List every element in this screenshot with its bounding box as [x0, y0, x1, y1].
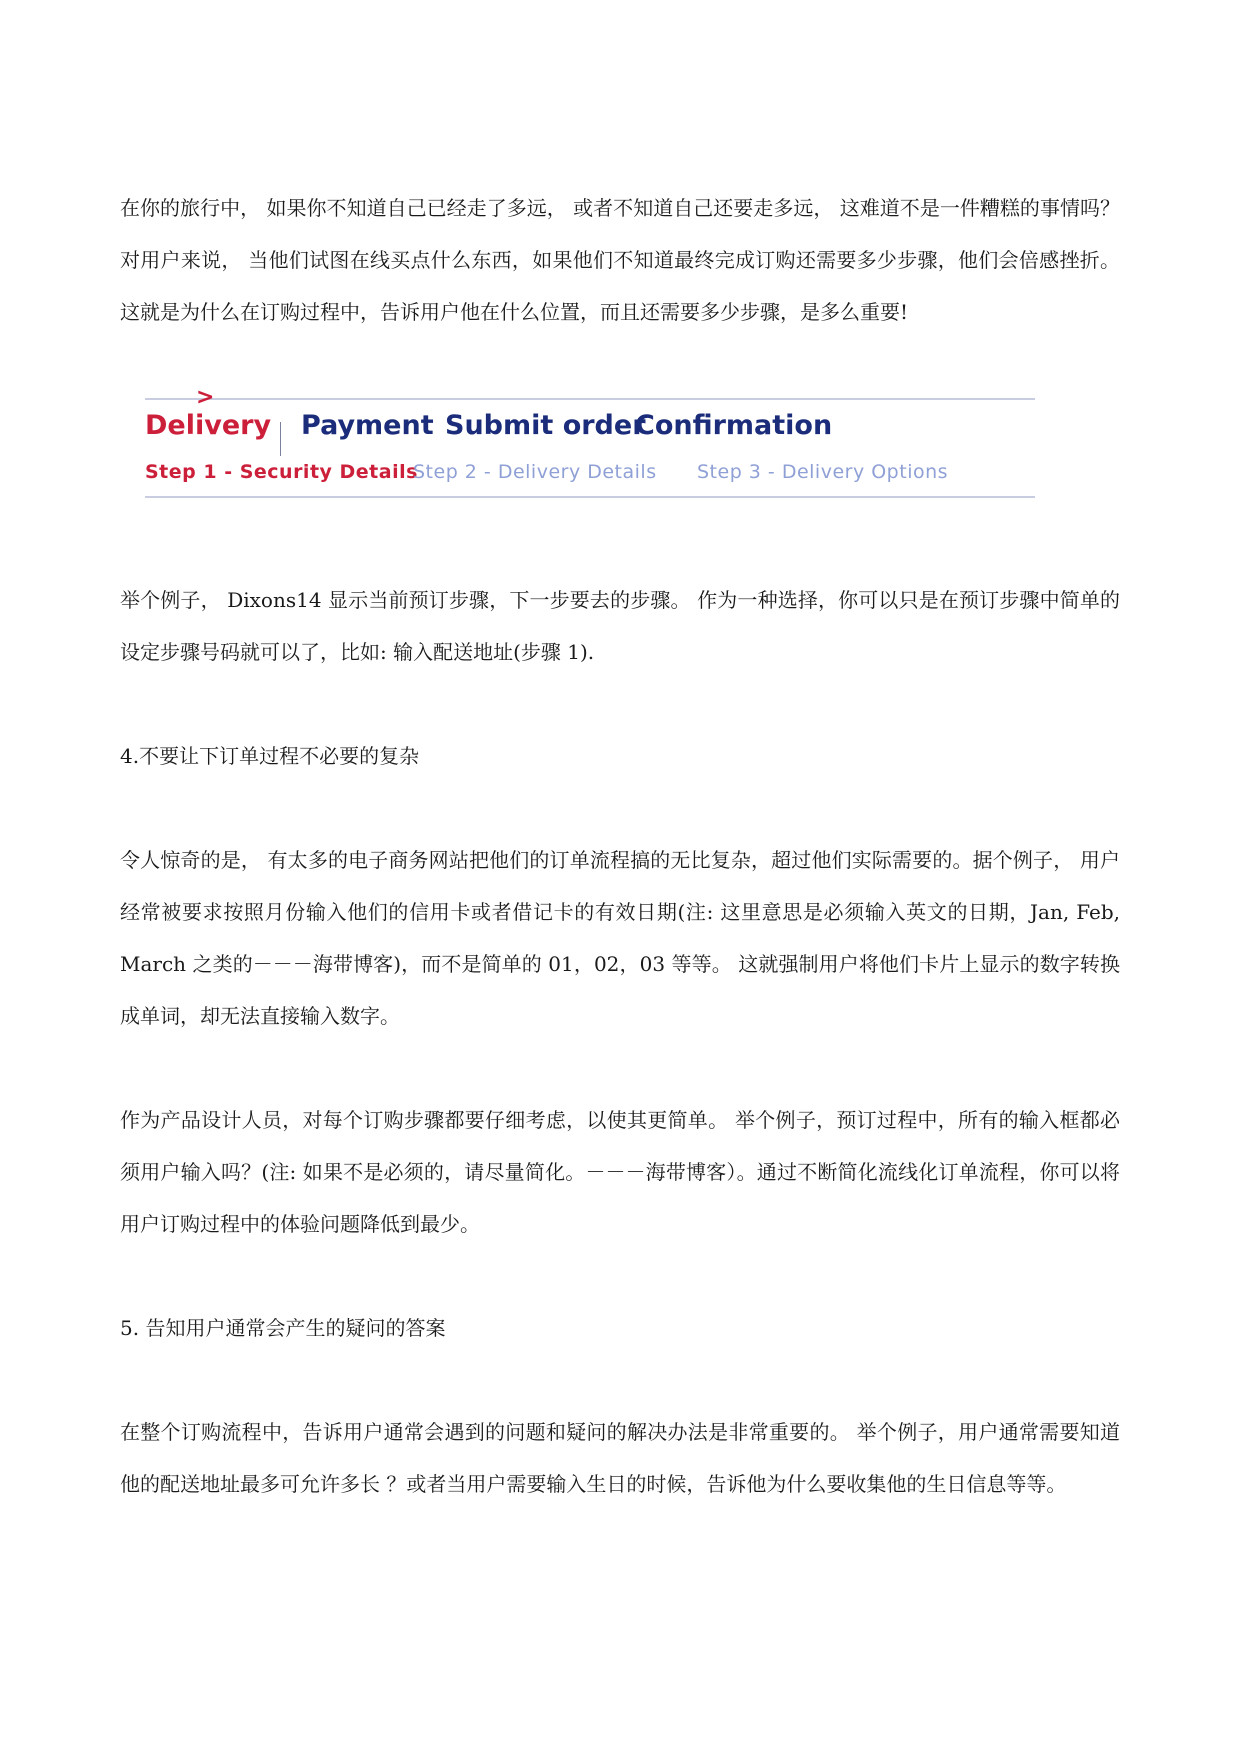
tab-delivery: Delivery: [145, 410, 272, 441]
tab-payment: Payment: [301, 410, 434, 441]
simplify-paragraph: 作为产品设计人员，对每个订购步骤都要仔细考虑，以使其更简单。 举个例子，预订过程中，所有的输入框都必须用户输入吗？(注: 如果不是必须的，请尽量简化。－－－海带博客）。通过不断简化流线化订单流程，你可以将用户订购过程中的体验问题降低到最少。: [120, 1108, 1120, 1236]
sub-steps: [145, 456, 1035, 488]
substep-delivery-details: Step 2 - Delivery Details: [413, 461, 657, 483]
bottom-rule: [145, 496, 1035, 498]
step-tabs: [145, 404, 1035, 448]
answers-paragraph: 在整个订购流程中，告诉用户通常会遇到的问题和疑问的解决办法是非常重要的。 举个例子，用户通常需要知道他的配送地址最多可允许多长 ？或者当用户需要输入生日的时候，告诉他为什么要收集他的生日信息等等。: [120, 1420, 1120, 1496]
intro-paragraph: 在你的旅行中， 如果你不知道自己已经走了多远， 或者不知道自己还要走多远， 这难道不是一件糟糕的事情吗？ 对用户来说， 当他们试图在线买点什么东西，如果他们不知道最终完成订购还需要多少步骤，他们会倍感挫折。 这就是为什么在订购过程中，告诉用户他在什么位置，而且还需要多少步骤，是多么重要!: [120, 196, 1120, 324]
current-step-arrow-icon: >: [196, 385, 215, 410]
top-rule: [145, 398, 1035, 400]
section-heading-4: 4.不要让下订单过程不必要的复杂: [120, 744, 420, 768]
tab-separator: [280, 422, 281, 456]
substep-delivery-options: Step 3 - Delivery Options: [697, 461, 949, 483]
substep-security-details: Step 1 - Security Details: [145, 461, 418, 483]
complexity-paragraph: 令人惊奇的是， 有太多的电子商务网站把他们的订单流程搞的无比复杂，超过他们实际需要的。据个例子， 用户经常被要求按照月份输入他们的信用卡或者借记卡的有效日期(注: 这里意思是必须输入英文的日期，Jan, Feb, March 之类的－－－海带博客)，而不是简单的 01，02，03 等等。 这就强制用户将他们卡片上显示的数字转换成单词，却无法直接输入数字。: [120, 848, 1120, 1028]
checkout-step-navigation-image: [145, 385, 1035, 500]
tab-submit-order: Submit order: [445, 410, 646, 441]
example-paragraph: 举个例子， Dixons14 显示当前预订步骤，下一步要去的步骤。 作为一种选择，你可以只是在预订步骤中简单的设定步骤号码就可以了，比如: 输入配送地址(步骤 1).: [120, 588, 1120, 664]
tab-confirmation: Confirmation: [635, 410, 833, 441]
section-heading-5: 5. 告知用户通常会产生的疑问的答案: [120, 1316, 446, 1340]
